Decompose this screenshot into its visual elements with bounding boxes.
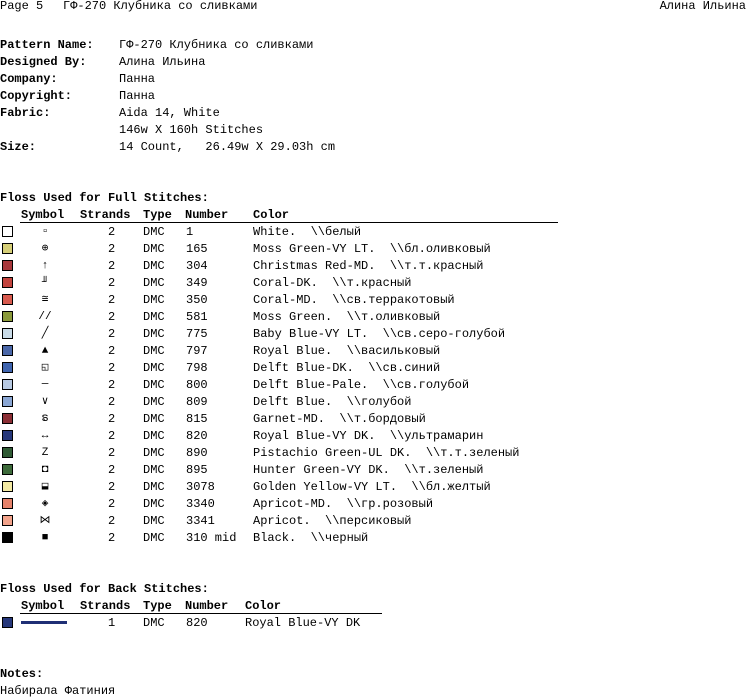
color-swatch bbox=[2, 464, 13, 475]
type-cell: DMC bbox=[143, 531, 165, 545]
number-cell: 581 bbox=[186, 310, 208, 324]
stitch-symbol: ─ bbox=[41, 379, 49, 391]
number-cell: 820 bbox=[186, 616, 208, 630]
type-cell: DMC bbox=[143, 259, 165, 273]
header-rule bbox=[20, 222, 558, 223]
number-cell: 3078 bbox=[186, 480, 215, 494]
type-cell: DMC bbox=[143, 344, 165, 358]
color-swatch bbox=[2, 396, 13, 407]
strands-cell: 2 bbox=[108, 310, 116, 324]
strands-cell: 2 bbox=[108, 412, 116, 426]
info-label: Company: bbox=[0, 72, 58, 86]
color-name-cell: Apricot-MD. \\гр.розовый bbox=[253, 497, 434, 511]
number-cell: 1 bbox=[186, 225, 194, 239]
header-rule bbox=[20, 613, 382, 614]
stitch-symbol: ↔ bbox=[41, 430, 49, 442]
number-cell: 890 bbox=[186, 446, 208, 460]
backstitch-line bbox=[21, 621, 67, 624]
stitch-symbol: ⋈ bbox=[39, 515, 51, 527]
strands-cell: 2 bbox=[108, 327, 116, 341]
color-name-cell: Black. \\черный bbox=[253, 531, 369, 545]
number-cell: 310 mid bbox=[186, 531, 237, 545]
color-name-cell: Delft Blue-DK. \\св.синий bbox=[253, 361, 441, 375]
number-cell: 820 bbox=[186, 429, 208, 443]
col-strands: Strands bbox=[80, 599, 131, 613]
back-stitches-title: Floss Used for Back Stitches: bbox=[0, 582, 209, 596]
number-cell: 895 bbox=[186, 463, 208, 477]
col-symbol: Symbol bbox=[21, 208, 65, 222]
type-cell: DMC bbox=[143, 327, 165, 341]
stitch-symbol: // bbox=[38, 311, 52, 323]
type-cell: DMC bbox=[143, 310, 165, 324]
info-value: ГФ-270 Клубника со сливками bbox=[119, 38, 314, 52]
stitch-symbol: ▲ bbox=[41, 345, 49, 357]
color-name-cell: White. \\белый bbox=[253, 225, 362, 239]
color-name-cell: Royal Blue-VY DK bbox=[245, 616, 361, 630]
strands-cell: 2 bbox=[108, 497, 116, 511]
number-cell: 815 bbox=[186, 412, 208, 426]
col-type: Type bbox=[143, 599, 172, 613]
color-swatch bbox=[2, 311, 13, 322]
color-name-cell: Baby Blue-VY LT. \\св.серо-голубой bbox=[253, 327, 506, 341]
strands-cell: 2 bbox=[108, 242, 116, 256]
stitch-symbol: ≅ bbox=[41, 294, 49, 306]
color-swatch bbox=[2, 243, 13, 254]
info-value: 14 Count, 26.49w X 29.03h cm bbox=[119, 140, 336, 154]
number-cell: 800 bbox=[186, 378, 208, 392]
stitch-symbol: ◈ bbox=[41, 498, 49, 510]
color-name-cell: Royal Blue. \\васильковый bbox=[253, 344, 441, 358]
number-cell: 797 bbox=[186, 344, 208, 358]
page-number: Page 5 bbox=[0, 0, 44, 13]
info-value: 146w X 160h Stitches bbox=[119, 123, 264, 137]
color-name-cell: Christmas Red-MD. \\т.т.красный bbox=[253, 259, 484, 273]
type-cell: DMC bbox=[143, 293, 165, 307]
color-name-cell: Coral-DK. \\т.красный bbox=[253, 276, 412, 290]
stitch-symbol: ╜ bbox=[41, 277, 49, 289]
stitch-symbol: ◱ bbox=[41, 362, 49, 374]
stitch-symbol: ╱ bbox=[41, 328, 49, 340]
stitch-symbol: Z bbox=[41, 447, 49, 459]
type-cell: DMC bbox=[143, 225, 165, 239]
info-label: Pattern Name: bbox=[0, 38, 94, 52]
color-swatch bbox=[2, 481, 13, 492]
info-label: Fabric: bbox=[0, 106, 51, 120]
stitch-symbol: ຣ bbox=[41, 413, 49, 425]
info-label: Size: bbox=[0, 140, 37, 154]
strands-cell: 2 bbox=[108, 378, 116, 392]
stitch-symbol: ◘ bbox=[41, 464, 49, 476]
stitch-symbol: ∨ bbox=[41, 396, 49, 408]
strands-cell: 2 bbox=[108, 395, 116, 409]
col-color: Color bbox=[245, 599, 282, 613]
color-swatch bbox=[2, 277, 13, 288]
stitch-symbol: ⊕ bbox=[41, 243, 49, 255]
number-cell: 350 bbox=[186, 293, 208, 307]
type-cell: DMC bbox=[143, 378, 165, 392]
number-cell: 3341 bbox=[186, 514, 215, 528]
type-cell: DMC bbox=[143, 514, 165, 528]
col-strands: Strands bbox=[80, 208, 131, 222]
strands-cell: 2 bbox=[108, 225, 116, 239]
type-cell: DMC bbox=[143, 616, 165, 630]
strands-cell: 2 bbox=[108, 361, 116, 375]
type-cell: DMC bbox=[143, 463, 165, 477]
color-name-cell: Delft Blue. \\голубой bbox=[253, 395, 412, 409]
number-cell: 165 bbox=[186, 242, 208, 256]
info-value: Панна bbox=[119, 89, 156, 103]
strands-cell: 2 bbox=[108, 480, 116, 494]
stitch-symbol: ⬓ bbox=[41, 481, 49, 493]
color-swatch bbox=[2, 294, 13, 305]
color-name-cell: Apricot. \\персиковый bbox=[253, 514, 412, 528]
strands-cell: 2 bbox=[108, 344, 116, 358]
number-cell: 775 bbox=[186, 327, 208, 341]
info-label: Designed By: bbox=[0, 55, 87, 69]
color-swatch bbox=[2, 226, 13, 237]
strands-cell: 2 bbox=[108, 293, 116, 307]
col-number: Number bbox=[185, 208, 229, 222]
type-cell: DMC bbox=[143, 361, 165, 375]
strands-cell: 2 bbox=[108, 531, 116, 545]
stitch-symbol: ↑ bbox=[41, 260, 49, 272]
info-value: Алина Ильина bbox=[119, 55, 206, 69]
color-swatch bbox=[2, 328, 13, 339]
color-swatch bbox=[2, 430, 13, 441]
col-type: Type bbox=[143, 208, 172, 222]
color-swatch bbox=[2, 515, 13, 526]
header-designer: Алина Ильина bbox=[659, 0, 746, 13]
type-cell: DMC bbox=[143, 446, 165, 460]
number-cell: 798 bbox=[186, 361, 208, 375]
info-value: Панна bbox=[119, 72, 156, 86]
color-name-cell: Garnet-MD. \\т.бордовый bbox=[253, 412, 426, 426]
color-swatch bbox=[2, 498, 13, 509]
number-cell: 349 bbox=[186, 276, 208, 290]
col-number: Number bbox=[185, 599, 229, 613]
color-name-cell: Royal Blue-VY DK. \\ультрамарин bbox=[253, 429, 484, 443]
info-value: Aida 14, White bbox=[119, 106, 220, 120]
stitch-symbol: ▫ bbox=[41, 226, 49, 238]
stitch-symbol: ■ bbox=[41, 532, 49, 544]
notes-title: Notes: bbox=[0, 667, 44, 681]
color-swatch bbox=[2, 260, 13, 271]
color-name-cell: Coral-MD. \\св.терракотовый bbox=[253, 293, 455, 307]
color-name-cell: Moss Green. \\т.оливковый bbox=[253, 310, 441, 324]
color-name-cell: Golden Yellow-VY LT. \\бл.желтый bbox=[253, 480, 491, 494]
type-cell: DMC bbox=[143, 242, 165, 256]
strands-cell: 2 bbox=[108, 514, 116, 528]
strands-cell: 2 bbox=[108, 276, 116, 290]
type-cell: DMC bbox=[143, 276, 165, 290]
strands-cell: 2 bbox=[108, 463, 116, 477]
strands-cell: 2 bbox=[108, 446, 116, 460]
color-name-cell: Hunter Green-VY DK. \\т.зеленый bbox=[253, 463, 484, 477]
color-name-cell: Moss Green-VY LT. \\бл.оливковый bbox=[253, 242, 491, 256]
color-swatch bbox=[2, 345, 13, 356]
color-swatch bbox=[2, 447, 13, 458]
full-stitches-title: Floss Used for Full Stitches: bbox=[0, 191, 209, 205]
number-cell: 304 bbox=[186, 259, 208, 273]
type-cell: DMC bbox=[143, 429, 165, 443]
color-swatch bbox=[2, 362, 13, 373]
strands-cell: 2 bbox=[108, 429, 116, 443]
type-cell: DMC bbox=[143, 395, 165, 409]
strands-cell: 2 bbox=[108, 259, 116, 273]
info-label: Copyright: bbox=[0, 89, 73, 103]
color-swatch bbox=[2, 532, 13, 543]
col-color: Color bbox=[253, 208, 290, 222]
type-cell: DMC bbox=[143, 480, 165, 494]
color-swatch bbox=[2, 617, 13, 628]
notes-text: Набирала Фатиния bbox=[0, 684, 116, 698]
number-cell: 809 bbox=[186, 395, 208, 409]
color-swatch bbox=[2, 413, 13, 424]
strands-cell: 1 bbox=[108, 616, 116, 630]
color-name-cell: Delft Blue-Pale. \\св.голубой bbox=[253, 378, 470, 392]
header-pattern-title: ГФ-270 Клубника со сливками bbox=[63, 0, 258, 13]
color-swatch bbox=[2, 379, 13, 390]
col-symbol: Symbol bbox=[21, 599, 65, 613]
type-cell: DMC bbox=[143, 412, 165, 426]
color-name-cell: Pistachio Green-UL DK. \\т.т.зеленый bbox=[253, 446, 520, 460]
type-cell: DMC bbox=[143, 497, 165, 511]
number-cell: 3340 bbox=[186, 497, 215, 511]
